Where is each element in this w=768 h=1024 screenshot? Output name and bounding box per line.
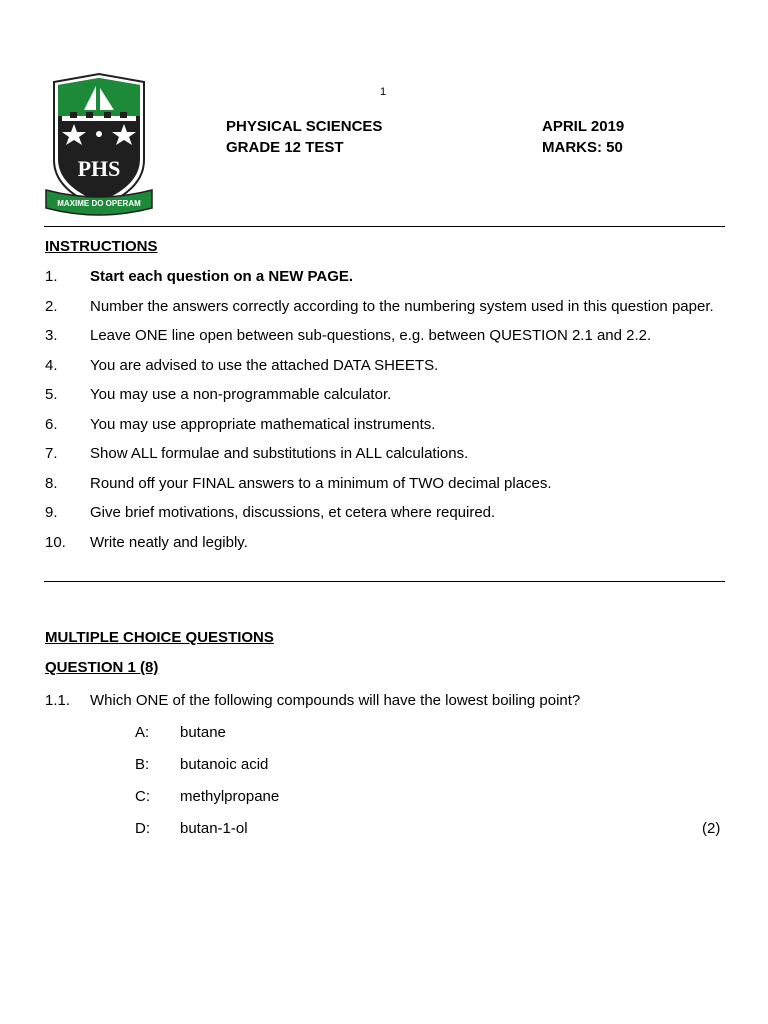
option-a	[135, 724, 725, 756]
instruction-text: Give brief motivations, discussions, et cetera where required.	[90, 504, 496, 521]
instruction-number: 5.	[45, 386, 58, 403]
option-letter: B:	[135, 756, 150, 773]
question-text: Which ONE of the following compounds will have the lowest boiling point?	[90, 692, 581, 709]
question-marks: (2)	[702, 820, 721, 837]
instructions-list	[45, 268, 725, 563]
instruction-number: 8.	[45, 474, 58, 492]
instruction-text: You may use a non-programmable calculator.	[90, 386, 392, 403]
mcq-heading: MULTIPLE CHOICE QUESTIONS	[45, 629, 274, 646]
instruction-text: Number the answers correctly according to the numbering system used in this question paper.	[90, 297, 714, 315]
option-text: methylpropane	[180, 788, 280, 805]
divider-bottom	[44, 581, 725, 582]
question-1-heading: QUESTION 1 (8)	[45, 659, 159, 676]
instruction-number: 2.	[45, 297, 58, 315]
instruction-item	[45, 357, 725, 374]
subject-title: PHYSICAL SCIENCES	[226, 118, 383, 135]
option-letter: C:	[135, 788, 150, 805]
school-crest-logo	[44, 72, 154, 217]
instruction-item	[45, 386, 725, 403]
option-letter: A:	[135, 724, 150, 741]
test-title: GRADE 12 TEST	[226, 139, 344, 156]
instruction-number: 3.	[45, 327, 58, 344]
option-text: butane	[180, 724, 226, 741]
instruction-text: Leave ONE line open between sub-questions, e.g. between QUESTION 2.1 and 2.2.	[90, 327, 652, 344]
instruction-text: Start each question on a NEW PAGE.	[90, 268, 354, 285]
answer-options	[135, 724, 725, 852]
header-right	[542, 116, 624, 158]
option-d	[135, 820, 725, 852]
instruction-item	[45, 475, 725, 492]
option-text: butanoic acid	[180, 756, 269, 773]
instruction-item	[45, 445, 725, 462]
instruction-number: 4.	[45, 356, 58, 374]
crest-monogram: PHS	[77, 156, 121, 181]
option-letter: D:	[135, 820, 150, 837]
page-number: 1	[380, 86, 387, 98]
instructions-heading: INSTRUCTIONS	[45, 238, 158, 255]
option-text: butan-1-ol	[180, 820, 248, 837]
instruction-text: You are advised to use the attached DATA SHEETS.	[90, 356, 439, 374]
total-marks: MARKS: 50	[542, 139, 623, 156]
instruction-text: Write neatly and legibly.	[90, 533, 248, 551]
instruction-number: 7.	[45, 445, 58, 462]
divider-top	[44, 226, 725, 227]
crest-motto: MAXIME DO OPERAM	[57, 199, 141, 208]
instruction-number: 1.	[45, 268, 58, 285]
instruction-item	[45, 504, 725, 521]
instruction-item	[45, 298, 725, 315]
instruction-text: Round off your FINAL answers to a minimum of TWO decimal places.	[90, 474, 552, 492]
instruction-number: 9.	[45, 504, 58, 521]
question-1-1	[45, 692, 725, 709]
option-c	[135, 788, 725, 820]
header-left	[226, 116, 382, 158]
instruction-number: 10.	[45, 533, 66, 551]
test-date: APRIL 2019	[542, 118, 625, 135]
instruction-item	[45, 534, 725, 551]
question-number: 1.1.	[45, 692, 71, 709]
instruction-text: Show ALL formulae and substitutions in ALL calculations.	[90, 445, 469, 462]
instruction-item	[45, 416, 725, 433]
option-b	[135, 756, 725, 788]
instruction-item	[45, 327, 725, 344]
instruction-item	[45, 268, 725, 285]
instruction-number: 6.	[45, 415, 58, 433]
instruction-text: You may use appropriate mathematical instruments.	[90, 415, 436, 433]
